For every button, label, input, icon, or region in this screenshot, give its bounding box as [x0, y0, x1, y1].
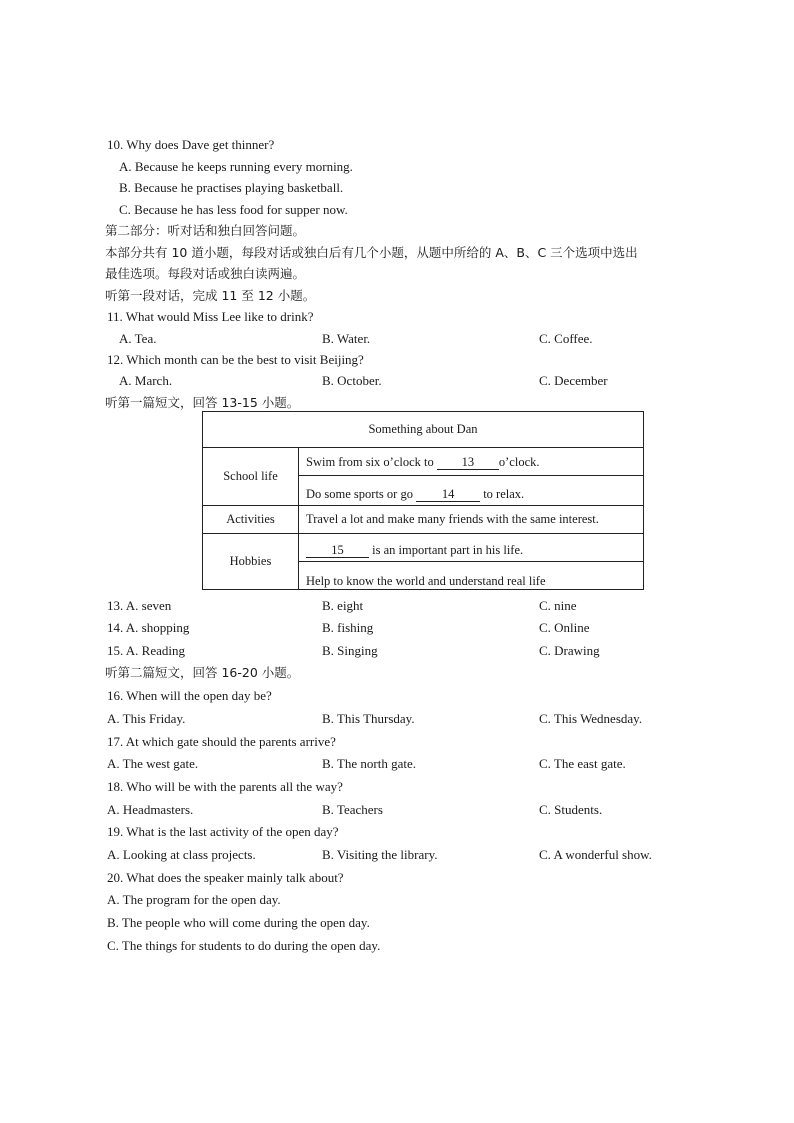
part2-title: 第二部分：听对话和独白回答问题。 [105, 223, 306, 238]
q11-question: 11. What would Miss Lee like to drink? [107, 309, 314, 324]
hobbies-row1 [306, 543, 523, 558]
q19-question: 19. What is the last activity of the open day? [107, 824, 339, 839]
hobbies-row1-suffix: is an important part in his life. [372, 543, 524, 557]
part2-instructions-line2: 最佳选项。每段对话或独白读两遍。 [105, 266, 306, 281]
q10-option-c: C. Because he has less food for supper now. [119, 202, 348, 217]
hobbies-row2: Help to know the world and understand real life [306, 574, 546, 588]
q20-option-a: A. The program for the open day. [107, 892, 281, 907]
q18-option-c: C. Students. [539, 802, 603, 817]
table-column-divider [298, 447, 299, 589]
blank-14: 14 [416, 488, 480, 502]
q16-question: 16. When will the open day be? [107, 688, 272, 703]
school-row2-suffix: to relax. [483, 487, 525, 501]
school-row1-suffix: o’clock. [498, 455, 540, 469]
blank-13: 13 [437, 456, 499, 470]
q17-option-c: C. The east gate. [539, 756, 626, 771]
q11-option-a: A. Tea. [119, 331, 157, 346]
q19-option-c: C. A wonderful show. [539, 847, 652, 862]
q10-question: 10. Why does Dave get thinner? [107, 137, 275, 152]
q11-option-c: C. Coffee. [539, 331, 593, 346]
school-life-row2 [306, 487, 524, 502]
q18-option-a: A. Headmasters. [107, 802, 194, 817]
q17-option-a: A. The west gate. [107, 756, 199, 771]
q18-question: 18. Who will be with the parents all the way? [107, 779, 343, 794]
q20-option-b: B. The people who will come during the open day. [107, 915, 370, 930]
school-row1-prefix: Swim from six o’clock to [306, 455, 437, 469]
q16-option-a: A. This Friday. [107, 711, 186, 726]
q15-option-a: 15. A. Reading [107, 643, 185, 658]
table-divider [298, 561, 643, 562]
q16-option-b: B. This Thursday. [322, 711, 415, 726]
blank-15: 15 [306, 544, 369, 558]
dan-info-table [202, 411, 644, 590]
q19-option-b: B. Visiting the library. [322, 847, 438, 862]
q11-option-b: B. Water. [322, 331, 371, 346]
q12-option-c: C. December [539, 373, 608, 388]
q17-question: 17. At which gate should the parents arrive? [107, 734, 336, 749]
q13-option-c: C. nine [539, 598, 577, 613]
q18-option-b: B. Teachers [322, 802, 383, 817]
q10-option-b: B. Because he practises playing basketball. [119, 180, 344, 195]
school-row2-prefix: Do some sports or go [306, 487, 417, 501]
q13-option-b: B. eight [322, 598, 364, 613]
q20-option-c: C. The things for students to do during the open day. [107, 938, 381, 953]
q20-question: 20. What does the speaker mainly talk about? [107, 870, 344, 885]
passage1-heading: 听第一篇短文，回答 13-15 小题。 [105, 395, 300, 410]
part2-instructions-line1: 本部分共有 10 道小题，每段对话或独白后有几个小题，从题中所给的 A、B、C 三个选项中选出 [105, 245, 638, 260]
q14-option-c: C. Online [539, 620, 590, 635]
passage2-heading: 听第二篇短文，回答 16-20 小题。 [105, 665, 300, 680]
school-life-label: School life [223, 469, 278, 483]
q12-option-a: A. March. [119, 373, 173, 388]
q15-option-b: B. Singing [322, 643, 378, 658]
q12-option-b: B. October. [322, 373, 382, 388]
table-title: Something about Dan [368, 422, 478, 436]
q13-option-a: 13. A. seven [107, 598, 172, 613]
q14-option-b: B. fishing [322, 620, 374, 635]
activities-text: Travel a lot and make many friends with the same interest. [306, 512, 599, 526]
school-life-row1 [306, 455, 540, 470]
q14-option-a: 14. A. shopping [107, 620, 190, 635]
activities-label: Activities [226, 512, 275, 526]
table-divider [298, 475, 643, 476]
dialogue1-heading: 听第一段对话，完成 11 至 12 小题。 [105, 288, 316, 303]
hobbies-label: Hobbies [229, 554, 272, 568]
q15-option-c: C. Drawing [539, 643, 600, 658]
q12-question: 12. Which month can be the best to visit Beijing? [107, 352, 364, 367]
q16-option-c: C. This Wednesday. [539, 711, 643, 726]
q17-option-b: B. The north gate. [322, 756, 416, 771]
q10-option-a: A. Because he keeps running every morning. [119, 159, 353, 174]
q19-option-a: A. Looking at class projects. [107, 847, 256, 862]
